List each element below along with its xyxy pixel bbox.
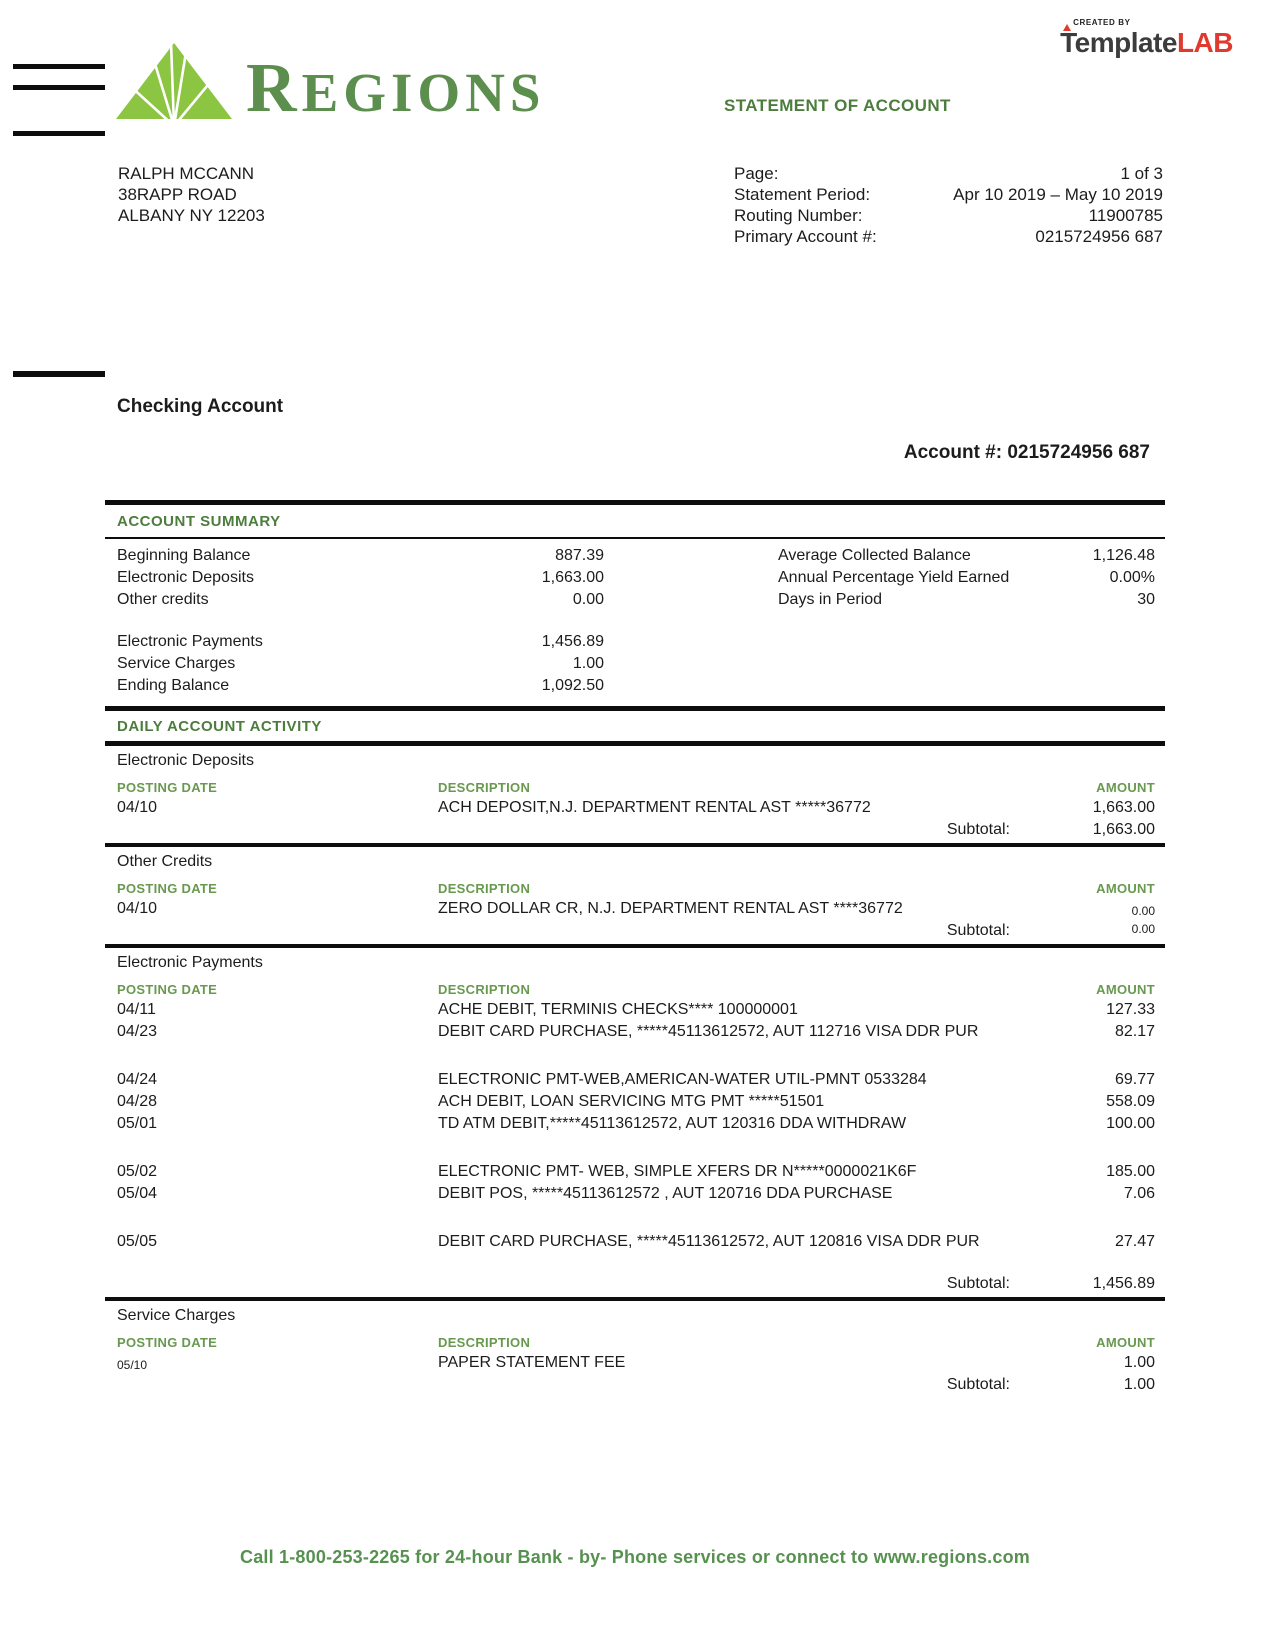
activity-column-header-row <box>105 873 1165 898</box>
summary-row <box>117 633 604 655</box>
registration-mark <box>13 64 105 69</box>
templatelab-logo-text <box>1060 28 1233 58</box>
activity-section-name: Electronic Deposits <box>117 752 254 769</box>
transaction-row <box>105 1183 1165 1205</box>
transaction-row <box>105 1091 1165 1113</box>
footer-help-line: Call 1-800-253-2265 for 24-hour Bank - by- Phone services or connect to www.regions.com <box>240 1547 1030 1567</box>
transaction-date: 04/10 <box>117 900 158 917</box>
description-column-header: DESCRIPTION <box>438 881 531 896</box>
transaction-date: 04/24 <box>117 1071 158 1088</box>
summary-row <box>117 677 604 699</box>
account-summary-section <box>105 500 1165 735</box>
summary-value: 30 <box>1137 591 1155 608</box>
summary-label: Other credits <box>117 591 209 608</box>
activity-column-header-row <box>105 1327 1165 1352</box>
subtotal-row <box>105 819 1165 841</box>
summary-value: 1,663.00 <box>541 569 604 586</box>
summary-left-column <box>117 547 604 699</box>
statement-info-label: Routing Number: <box>734 206 863 225</box>
transaction-row <box>105 797 1165 819</box>
summary-label: Service Charges <box>117 655 236 672</box>
statement-info-label: Statement Period: <box>734 185 871 204</box>
summary-label: Beginning Balance <box>117 547 251 564</box>
activity-column-header-row <box>105 974 1165 999</box>
activity-section-name: Other Credits <box>117 853 213 870</box>
summary-value: 0.00% <box>1109 569 1155 586</box>
summary-row <box>117 569 604 591</box>
account-type-heading: Checking Account <box>117 396 284 417</box>
statement-info-label: Page: <box>734 164 779 183</box>
transaction-date: 04/10 <box>117 799 158 816</box>
customer-address-line1: 38RAPP ROAD <box>118 185 237 204</box>
statement-info-value: 0215724956 687 <box>1035 227 1163 246</box>
transaction-description: ACH DEBIT, LOAN SERVICING MTG PMT *****51501 <box>438 1093 825 1110</box>
description-column-header: DESCRIPTION <box>438 982 531 997</box>
summary-right-column <box>778 547 1155 613</box>
amount-column-header: AMOUNT <box>1096 1335 1155 1350</box>
transaction-description: DEBIT CARD PURCHASE, *****45113612572, AUT 120816 VISA DDR PUR <box>438 1233 980 1250</box>
summary-value: 1,456.89 <box>541 633 604 650</box>
registration-mark <box>13 131 105 136</box>
activity-column-header-row <box>105 772 1165 797</box>
summary-value: 1.00 <box>572 655 604 672</box>
transaction-date: 05/05 <box>117 1233 158 1250</box>
subtotal-amount: 0.00 <box>1131 922 1155 936</box>
posting-date-column-header: POSTING DATE <box>117 881 218 896</box>
transaction-date: 05/10 <box>117 1358 148 1372</box>
transaction-amount: 0.00 <box>1131 904 1155 918</box>
transaction-amount: 100.00 <box>1106 1115 1155 1132</box>
registration-mark <box>13 371 105 377</box>
transaction-date: 04/28 <box>117 1093 158 1110</box>
templatelab-template-text: Template <box>1060 27 1177 58</box>
transaction-row <box>105 999 1165 1021</box>
summary-row <box>778 547 1155 569</box>
transaction-date: 05/01 <box>117 1115 158 1132</box>
transaction-amount: 1.00 <box>1123 1354 1155 1371</box>
summary-row <box>117 547 604 569</box>
transaction-description: ACH DEPOSIT,N.J. DEPARTMENT RENTAL AST *****36772 <box>438 799 871 816</box>
subtotal-label: Subtotal: <box>946 821 1010 838</box>
statement-info-value: 1 of 3 <box>1120 164 1163 183</box>
statement-info-row <box>734 226 1163 247</box>
activity-section-name: Electronic Payments <box>117 954 263 971</box>
posting-date-column-header: POSTING DATE <box>117 982 218 997</box>
customer-name: RALPH MCCANN <box>118 164 255 183</box>
subtotal-label: Subtotal: <box>946 1376 1010 1393</box>
subtotal-row <box>105 1374 1165 1396</box>
daily-account-activity-title: DAILY ACCOUNT ACTIVITY <box>117 718 322 735</box>
activity-section-name: Service Charges <box>117 1307 236 1324</box>
summary-label: Annual Percentage Yield Earned <box>778 569 1010 586</box>
statement-info-row <box>734 163 1163 184</box>
regions-wordmark-initial: R <box>246 50 302 127</box>
templatelab-watermark <box>1060 18 1233 58</box>
transaction-row <box>105 1021 1165 1043</box>
created-by-label: CREATED BY <box>1073 18 1131 27</box>
transaction-amount: 127.33 <box>1106 1001 1155 1018</box>
transaction-row <box>105 1069 1165 1091</box>
summary-row <box>778 591 1155 613</box>
templatelab-lab-text: LAB <box>1176 27 1233 58</box>
account-number-line: Account #: 0215724956 687 <box>903 442 1150 463</box>
summary-label: Electronic Deposits <box>117 569 254 586</box>
regions-logo <box>115 42 233 120</box>
posting-date-column-header: POSTING DATE <box>117 1335 218 1350</box>
regions-wordmark-rest: EGIONS <box>301 62 546 123</box>
amount-column-header: AMOUNT <box>1096 982 1155 997</box>
account-summary-title: ACCOUNT SUMMARY <box>117 513 281 530</box>
statement-of-account-title: STATEMENT OF ACCOUNT <box>724 96 951 115</box>
transaction-amount: 185.00 <box>1106 1163 1155 1180</box>
subtotal-row <box>105 920 1165 942</box>
registration-mark <box>13 85 105 90</box>
transaction-description: ELECTRONIC PMT- WEB, SIMPLE XFERS DR N*****0000021K6F <box>438 1163 917 1180</box>
transaction-amount: 27.47 <box>1114 1233 1155 1250</box>
transaction-row <box>105 1352 1165 1374</box>
transaction-row <box>105 1231 1165 1253</box>
summary-value: 0.00 <box>572 591 604 608</box>
transaction-description: DEBIT POS, *****45113612572 , AUT 120716 DDA PURCHASE <box>438 1185 893 1202</box>
subtotal-amount: 1,663.00 <box>1092 821 1155 838</box>
customer-address-line2: ALBANY NY 12203 <box>118 206 265 225</box>
transaction-amount: 558.09 <box>1106 1093 1155 1110</box>
summary-value: 1,126.48 <box>1092 547 1155 564</box>
posting-date-column-header: POSTING DATE <box>117 780 218 795</box>
summary-value: 887.39 <box>555 547 604 564</box>
daily-account-activity-section <box>105 706 1165 1396</box>
summary-label: Days in Period <box>778 591 883 608</box>
amount-column-header: AMOUNT <box>1096 780 1155 795</box>
statement-info-label: Primary Account #: <box>734 227 877 246</box>
transaction-row <box>105 1161 1165 1183</box>
transaction-description: ELECTRONIC PMT-WEB,AMERICAN-WATER UTIL-PMNT 0533284 <box>438 1071 927 1088</box>
regions-pyramid-icon <box>115 42 233 120</box>
subtotal-amount: 1.00 <box>1123 1376 1155 1393</box>
transaction-amount: 82.17 <box>1114 1023 1155 1040</box>
transaction-date: 05/02 <box>117 1163 158 1180</box>
customer-address-block <box>118 163 265 226</box>
transaction-row <box>105 898 1165 920</box>
description-column-header: DESCRIPTION <box>438 780 531 795</box>
transaction-amount: 7.06 <box>1123 1185 1155 1202</box>
transaction-date: 04/23 <box>117 1023 158 1040</box>
transaction-date: 05/04 <box>117 1185 158 1202</box>
regions-wordmark <box>246 50 546 127</box>
summary-value: 1,092.50 <box>541 677 604 694</box>
transaction-description: ZERO DOLLAR CR, N.J. DEPARTMENT RENTAL AST ****36772 <box>438 900 903 917</box>
description-column-header: DESCRIPTION <box>438 1335 531 1350</box>
transaction-description: PAPER STATEMENT FEE <box>438 1354 626 1371</box>
summary-row <box>117 591 604 613</box>
amount-column-header: AMOUNT <box>1096 881 1155 896</box>
transaction-description: DEBIT CARD PURCHASE, *****45113612572, AUT 112716 VISA DDR PUR <box>438 1023 979 1040</box>
statement-info-value: 11900785 <box>1088 206 1163 225</box>
transaction-description: TD ATM DEBIT,*****45113612572, AUT 120316 DDA WITHDRAW <box>438 1115 907 1132</box>
statement-info-row <box>734 205 1163 226</box>
statement-info-row <box>734 184 1163 205</box>
transaction-row <box>105 1113 1165 1135</box>
summary-label: Average Collected Balance <box>778 547 971 564</box>
summary-label: Electronic Payments <box>117 633 263 650</box>
subtotal-label: Subtotal: <box>946 922 1010 939</box>
statement-info-block <box>734 163 1163 247</box>
summary-row <box>778 569 1155 591</box>
subtotal-label: Subtotal: <box>946 1275 1010 1292</box>
transaction-amount: 1,663.00 <box>1092 799 1155 816</box>
summary-row <box>117 655 604 677</box>
transaction-date: 04/11 <box>117 1001 156 1018</box>
transaction-description: ACHE DEBIT, TERMINIS CHECKS**** 100000001 <box>438 1001 798 1018</box>
summary-label: Ending Balance <box>117 677 230 694</box>
subtotal-amount: 1,456.89 <box>1092 1275 1155 1292</box>
activity-body <box>105 746 1165 1396</box>
subtotal-row <box>105 1273 1165 1295</box>
transaction-amount: 69.77 <box>1114 1071 1155 1088</box>
statement-info-value: Apr 10 2019 – May 10 2019 <box>953 185 1163 204</box>
